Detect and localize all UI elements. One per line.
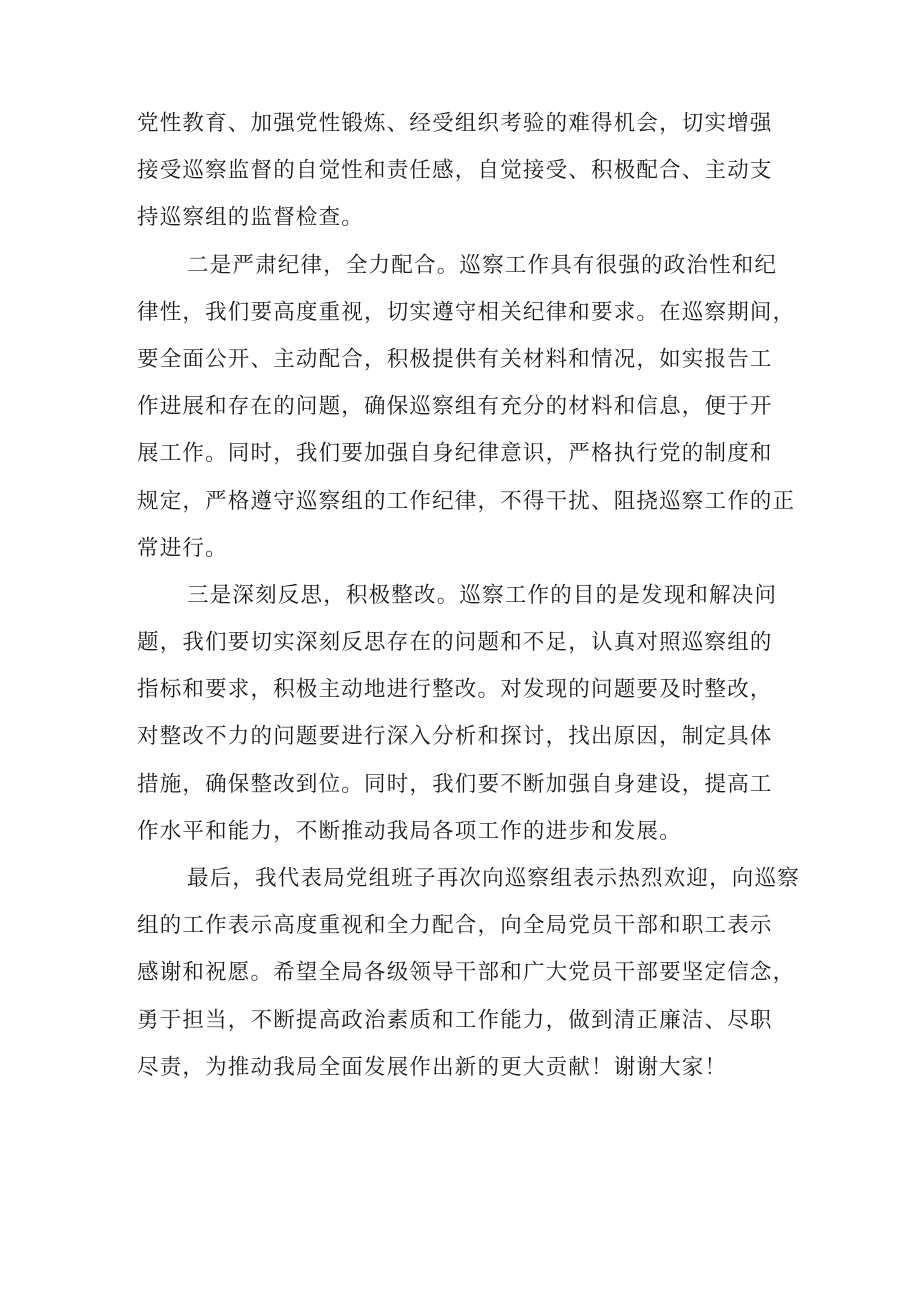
text-line: 感谢和祝愿。希望全局各级领导干部和广大党员干部要坚定信念， xyxy=(137,960,796,986)
text-line: 党性教育、加强党性锻炼、经受组织考验的难得机会，切实增强 xyxy=(137,111,773,136)
text-line: 接受巡察监督的自觉性和责任感，自觉接受、积极配合、主动支 xyxy=(137,158,773,184)
text-line: 勇于担当，不断提高政治素质和工作能力，做到清正廉洁、尽职 xyxy=(137,1007,773,1033)
text-line: 最后，我代表局党组班子再次向巡察组表示热烈欢迎，向巡察 xyxy=(187,866,800,891)
text-line: 律性，我们要高度重视，切实遵守相关纪律和要求。在巡察期间， xyxy=(137,299,796,325)
text-line: 展工作。同时，我们要加强自身纪律意识，严格执行党的制度和 xyxy=(137,441,773,467)
text-line: 持巡察组的监督检查。 xyxy=(137,205,365,231)
text-line: 对整改不力的问题要进行深入分析和探讨，找出原因，制定具体 xyxy=(137,724,773,750)
text-line: 指标和要求，积极主动地进行整改。对发现的问题要及时整改， xyxy=(137,677,773,703)
text-line: 常进行。 xyxy=(137,535,228,561)
text-line: 作水平和能力，不断推动我局各项工作的进步和发展。 xyxy=(137,818,682,844)
paragraph-3 xyxy=(137,572,793,855)
text-line: 二是严肃纪律，全力配合。巡察工作具有很强的政治性和纪 xyxy=(187,252,778,278)
text-line: 三是深刻反思，积极整改。巡察工作的目的是发现和解决问 xyxy=(187,582,778,608)
text-line: 规定，严格遵守巡察组的工作纪律，不得干扰、阻挠巡察工作的正 xyxy=(137,488,796,514)
document-body xyxy=(137,100,800,1091)
text-line: 尽责，为推动我局全面发展作出新的更大贡献！谢谢大家！ xyxy=(137,1054,728,1080)
paragraph-2 xyxy=(137,242,796,572)
paragraph-1 xyxy=(137,100,793,242)
text-line: 措施，确保整改到位。同时，我们要不断加强自身建设，提高工 xyxy=(137,771,773,797)
text-line: 要全面公开、主动配合，积极提供有关材料和情况，如实报告工 xyxy=(137,346,773,372)
text-line: 组的工作表示高度重视和全力配合，向全局党员干部和职工表示 xyxy=(137,913,773,939)
text-line: 作进展和存在的问题，确保巡察组有充分的材料和信息，便于开 xyxy=(137,394,773,420)
paragraph-4 xyxy=(137,855,800,1091)
text-line: 题，我们要切实深刻反思存在的问题和不足，认真对照巡察组的 xyxy=(137,630,773,656)
